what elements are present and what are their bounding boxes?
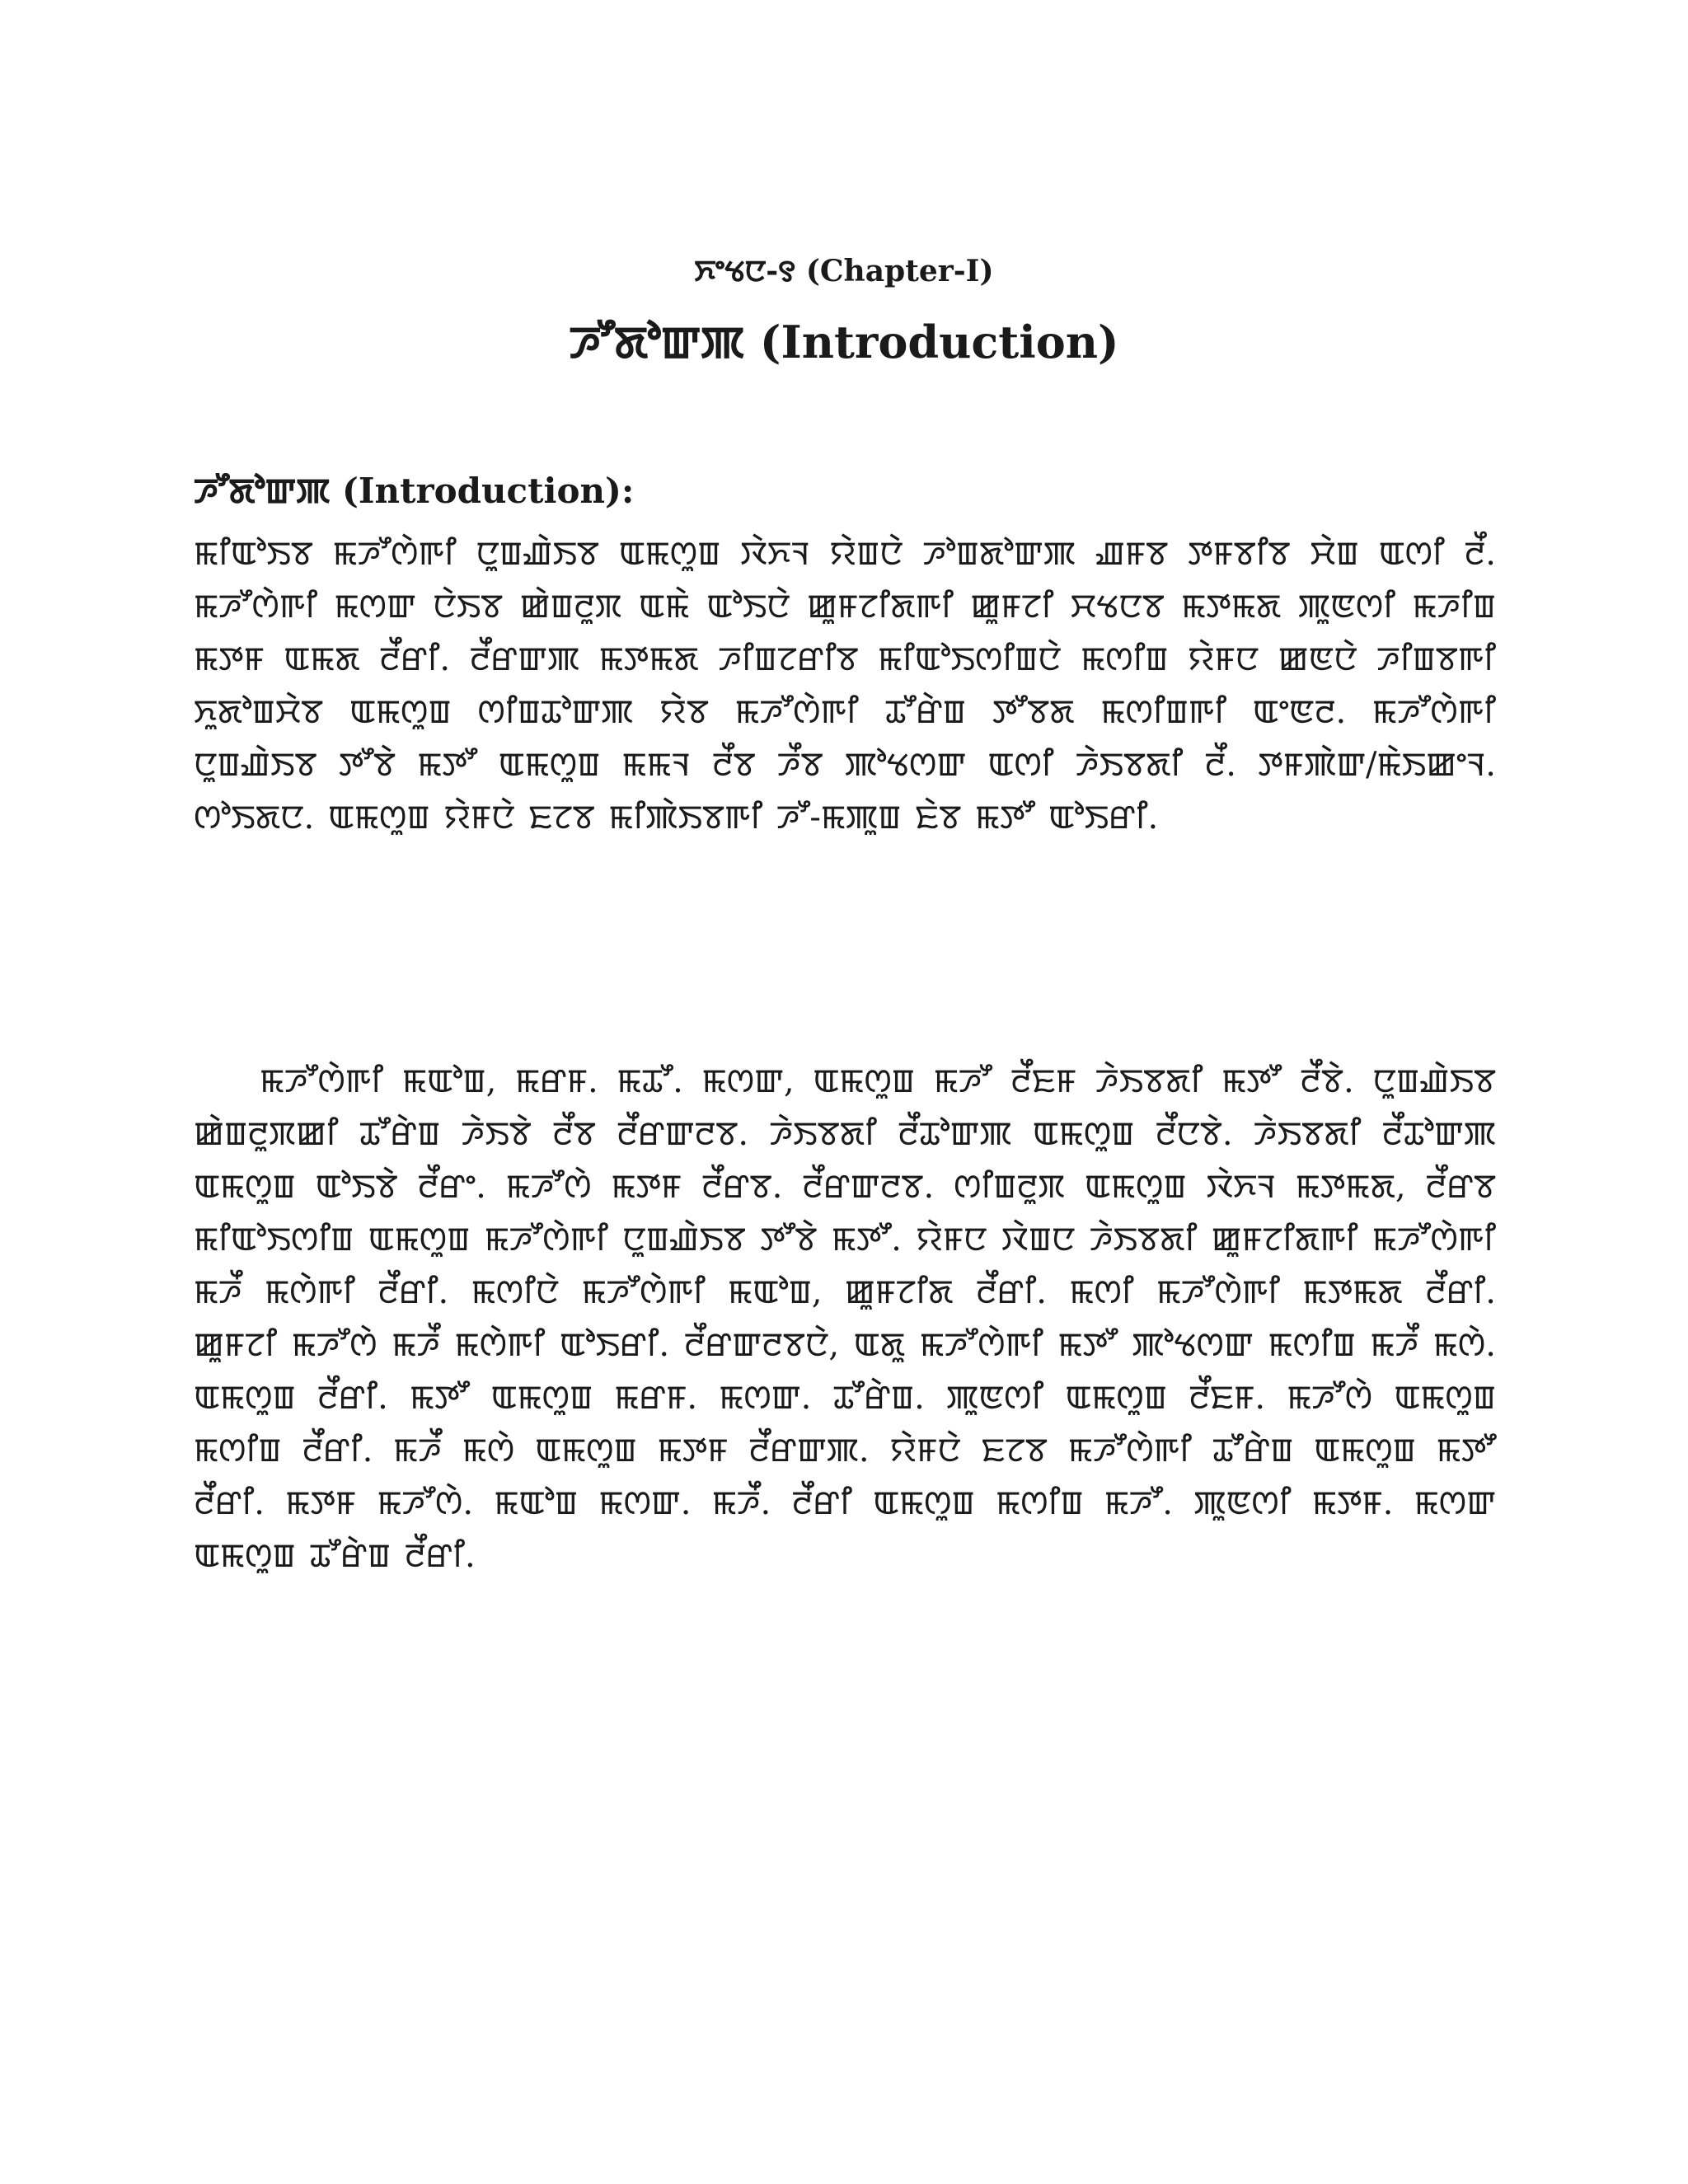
body-paragraph: ꯃꯍꯧꯁꯥꯒꯤ ꯃꯑꯣꯡ, ꯃꯔꯝ. ꯃꯊꯧ. ꯃꯁꯛ, ꯑꯃꯁꯨꯡ ꯃꯍꯧ ꯂꯩꯐꯝ ꯍꯥꯏꯕꯗꯤ ꯃꯇꯧ ꯂꯩꯕꯥ. ꯅꯨꯡꯉꯥꯏꯕ ꯀꯥꯡꯂꯨꯞꯀꯤ ꯊꯧꯔꯥꯡ ꯍꯥꯏꯕꯥ ꯂꯩꯕ ꯂꯩꯔꯛꯂꯕ. ꯍꯥꯏꯕꯗꯤ ꯂꯩꯊꯣꯛꯄ ꯑꯃꯁꯨꯡ ꯂꯩꯅꯕꯥ. ꯍꯥꯏꯕꯗꯤ ꯂꯩꯊꯣꯛꯄ ꯑꯃꯁꯨꯡ ꯑꯣꯏꯕꯥ ꯂꯩꯔꯦ. ꯃꯍꯧꯁꯥ ꯃꯇꯝ ꯂꯩꯔꯕ. ꯂꯩꯔꯛꯂꯕ. ꯁꯤꯡꯂꯨꯞ ꯑꯃꯁꯨꯡ ꯋꯥꯈꯜ ꯃꯇꯃꯗ, ꯂꯩꯔꯕ ꯃꯤꯑꯣꯏꯁꯤꯡ ꯑꯃꯁꯨꯡ ꯃꯍꯧꯁꯥꯒꯤ ꯅꯨꯡꯉꯥꯏꯕ ꯇꯧꯕꯥ ꯃꯇꯧ. ꯌꯥꯝꯅ ꯋꯥꯡꯅ ꯍꯥꯏꯕꯗꯤ ꯀꯨꯝꯖꯤꯗꯒꯤ ꯃꯍꯧꯁꯥꯒꯤ ꯃꯍꯩ ꯃꯁꯥꯒꯤ ꯂꯩꯔꯤ. ꯃꯁꯤꯅꯥ ꯃꯍꯧꯁꯥꯒꯤ ꯃꯑꯣꯡ, ꯀꯨꯝꯖꯤꯗ ꯂꯩꯔꯤ. ꯃꯁꯤ ꯃꯍꯧꯁꯥꯒꯤ ꯃꯇꯃꯗ ꯂꯩꯔꯤ. ꯀꯨꯝꯖꯤ ꯃꯍꯧꯁꯥ ꯃꯍꯩ ꯃꯁꯥꯒꯤ ꯑꯣꯏꯔꯤ. ꯂꯩꯔꯛꯂꯕꯅꯥ, ꯑꯗꯨ ꯃꯍꯧꯁꯥꯒꯤ ꯃꯇꯧ ꯄꯣꯠꯁꯛ ꯃꯁꯤꯡ ꯃꯍꯩ ꯃꯁꯥ. ꯑꯃꯁꯨꯡ ꯂꯩꯔꯤ. ꯃꯇꯧ ꯑꯃꯁꯨꯡ ꯃꯔꯝ. ꯃꯁꯛ. ꯊꯧꯔꯥꯡ. ꯄꯨꯟꯁꯤ ꯑꯃꯁꯨꯡ ꯂꯩꯐꯝ. ꯃꯍꯧꯁꯥ ꯑꯃꯁꯨꯡ ꯃꯁꯤꯡ ꯂꯩꯔꯤ. ꯃꯍꯩ ꯃꯁꯥ ꯑꯃꯁꯨꯡ ꯃꯇꯝ ꯂꯩꯔꯛꯄ. ꯌꯥꯝꯅꯥ ꯐꯖꯕ ꯃꯍꯧꯁꯥꯒꯤ ꯊꯧꯔꯥꯡ ꯑꯃꯁꯨꯡ ꯃꯇꯧ ꯂꯩꯔꯤ. ꯃꯇꯝ ꯃꯍꯧꯁꯥ. ꯃꯑꯣꯡ ꯃꯁꯛ. ꯃꯍꯩ. ꯂꯩꯔꯤ ꯑꯃꯁꯨꯡ ꯃꯁꯤꯡ ꯃꯍꯧ. ꯄꯨꯟꯁꯤ ꯃꯇꯝ. ꯃꯁꯛ ꯑꯃꯁꯨꯡ ꯊꯧꯔꯥꯡ ꯂꯩꯔꯤ. — [194, 1062, 1496, 1575]
chapter-title: ꯍꯧꯗꯣꯛꯄ (Introduction) — [569, 316, 1119, 368]
body-paragraph: ꯃꯤꯑꯣꯏꯕ ꯃꯍꯧꯁꯥꯒꯤ ꯅꯨꯡꯉꯥꯏꯕ ꯑꯃꯁꯨꯡ ꯋꯥꯈꯜ ꯌꯥꯡꯅꯥ ꯍꯣꯡꯗꯣꯛꯄ ꯉꯝꯕ ꯇꯝꯕꯤꯕ ꯆꯥꯡ ꯑꯁꯤ ꯂꯩ. ꯃꯍꯧꯁꯥꯒꯤ ꯃꯁꯛ ꯅꯥꯏꯕ ꯀꯥꯡꯂꯨꯞ ꯑꯃꯥ ꯑꯣꯏꯅꯥ ꯀꯨꯝꯖꯤꯗꯒꯤ ꯀꯨꯝꯖꯤ ꯆꯠꯅꯕ ꯃꯇꯃꯗ ꯄꯨꯟꯁꯤ ꯃꯍꯤꯡ ꯃꯇꯝ ꯑꯃꯗ ꯂꯩꯔꯤ. ꯂꯩꯔꯛꯄ ꯃꯇꯃꯗ ꯍꯤꯡꯖꯔꯤꯕ ꯃꯤꯑꯣꯏꯁꯤꯡꯅꯥ ꯃꯁꯤꯡ ꯌꯥꯝꯅ ꯀꯟꯅꯥ ꯍꯤꯡꯕꯒꯤ ꯈꯨꯗꯣꯡꯆꯥꯕ ꯑꯃꯁꯨꯡ ꯁꯤꯡꯊꯣꯛꯄ ꯌꯥꯕ ꯃꯍꯧꯁꯥꯒꯤ ꯊꯧꯔꯥꯡ ꯇꯧꯕꯗ ꯃꯁꯤꯡꯒꯤ ꯑꯦꯟꯂ. ꯃꯍꯧꯁꯥꯒꯤ ꯅꯨꯡꯉꯥꯏꯕ ꯇꯧꯕꯥ ꯃꯇꯧ ꯑꯃꯁꯨꯡ ꯃꯃꯜ ꯂꯩꯕ ꯍꯩꯕ ꯄꯣꯠꯁꯛ ꯑꯁꯤ ꯍꯥꯏꯕꯗꯤ ꯂꯩ. ꯇꯝꯄꯥꯛ/ꯃꯥꯏꯀꯦꯜ. ꯁꯣꯏꯗꯅ. ꯑꯃꯁꯨꯡ ꯌꯥꯝꯅꯥ ꯐꯖꯕ ꯃꯤꯄꯥꯏꯕꯒꯤ ꯍꯧ-ꯃꯄꯨꯡ ꯐꯥꯕ ꯃꯇꯧ ꯑꯣꯏꯔꯤ. — [194, 535, 1496, 837]
section-heading: ꯍꯧꯗꯣꯛꯄ (Introduction): — [194, 471, 635, 511]
chapter-label: ꯈꯦꯠꯅ-꯱ (Chapter-I) — [694, 254, 994, 288]
